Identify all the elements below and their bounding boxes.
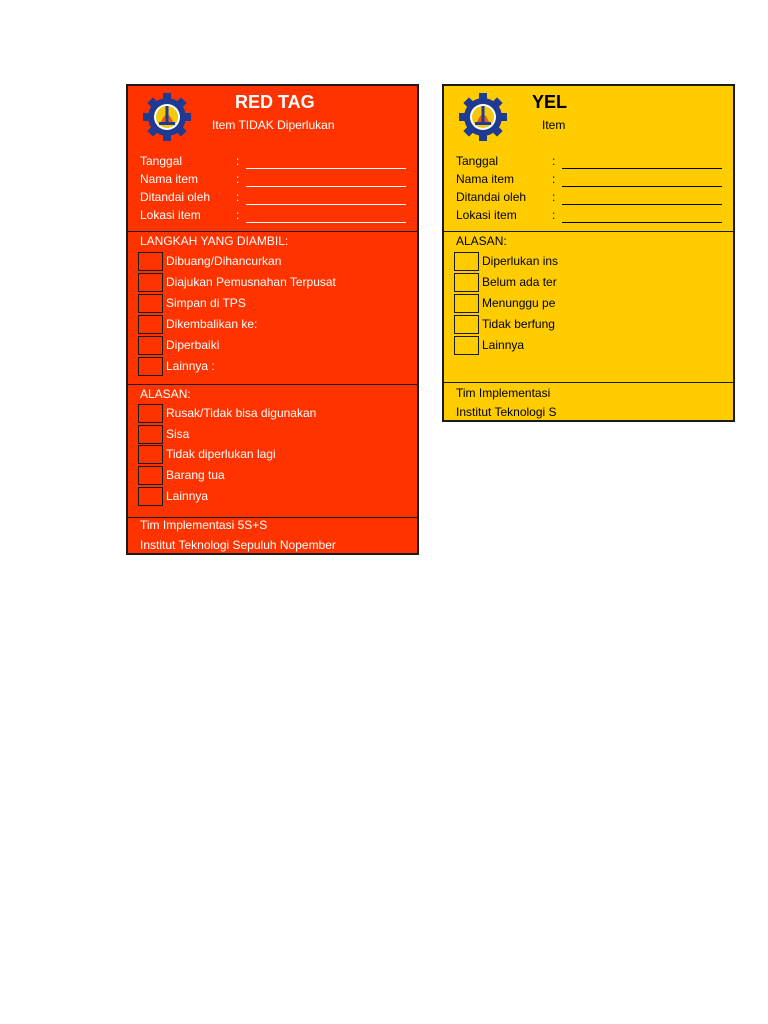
- red-tag-card: [126, 84, 419, 555]
- reason-option[interactable]: [138, 466, 408, 486]
- reason-label: Barang tua: [166, 468, 225, 482]
- field-colon: :: [236, 154, 240, 168]
- reason-option[interactable]: [138, 425, 408, 445]
- field-colon: :: [236, 172, 240, 186]
- field-row-date: [456, 154, 726, 170]
- step-label: Diajukan Pemusnahan Terpusat: [166, 275, 336, 289]
- yellow-tag-clip: [442, 84, 568, 424]
- field-row-marked-by: [456, 190, 726, 206]
- step-checkbox[interactable]: [138, 336, 163, 355]
- tag-title: YEL: [532, 92, 568, 112]
- item-name-input-line[interactable]: [246, 186, 406, 187]
- location-input-line[interactable]: [562, 222, 722, 223]
- reason-checkbox[interactable]: [454, 294, 479, 313]
- reason-checkbox[interactable]: [454, 273, 479, 292]
- reasons-title: ALASAN:: [456, 234, 507, 248]
- field-colon: :: [552, 190, 556, 204]
- field-colon: :: [552, 208, 556, 222]
- divider: [128, 384, 417, 385]
- step-checkbox[interactable]: [138, 273, 163, 292]
- footer-institution: Institut Teknologi S: [456, 405, 557, 419]
- step-checkbox[interactable]: [138, 357, 163, 376]
- reason-label: Rusak/Tidak bisa digunakan: [166, 406, 317, 420]
- reason-checkbox[interactable]: [138, 404, 163, 423]
- reason-option[interactable]: [138, 487, 408, 507]
- step-option[interactable]: [138, 315, 408, 335]
- reasons-title: ALASAN:: [140, 387, 191, 401]
- field-label: Tanggal: [140, 154, 183, 168]
- reason-option[interactable]: [454, 294, 724, 314]
- reason-label: Lainnya: [166, 489, 209, 503]
- reason-option[interactable]: [454, 336, 724, 356]
- field-row-location: [456, 208, 726, 224]
- reason-label: Menunggu pe: [482, 296, 556, 310]
- reason-option[interactable]: [454, 273, 724, 293]
- field-row-date: [140, 154, 410, 170]
- step-label: Dibuang/Dihancurkan: [166, 254, 282, 268]
- reason-checkbox[interactable]: [138, 466, 163, 485]
- reason-option[interactable]: [138, 445, 408, 465]
- field-label: Nama item: [140, 172, 199, 186]
- its-logo-icon: [142, 92, 192, 142]
- field-row-item-name: [140, 172, 410, 188]
- field-row-item-name: [456, 172, 726, 188]
- field-label: Tanggal: [456, 154, 499, 168]
- divider: [128, 231, 417, 232]
- field-colon: :: [552, 154, 556, 168]
- reason-checkbox[interactable]: [138, 425, 163, 444]
- yellow-tag-card: [442, 84, 735, 422]
- steps-title: LANGKAH YANG DIAMBIL:: [140, 234, 289, 248]
- tag-subtitle: Item TIDAK Diperlukan: [212, 118, 335, 132]
- tag-title: RED TAG: [235, 92, 315, 112]
- step-checkbox[interactable]: [138, 315, 163, 334]
- field-label: Lokasi item: [140, 208, 201, 222]
- field-colon: :: [236, 208, 240, 222]
- reason-checkbox[interactable]: [454, 336, 479, 355]
- step-option[interactable]: [138, 294, 408, 314]
- date-input-line[interactable]: [246, 168, 406, 169]
- divider: [444, 231, 733, 232]
- field-colon: :: [552, 172, 556, 186]
- field-row-location: [140, 208, 410, 224]
- reason-option[interactable]: [138, 404, 408, 424]
- tag-subtitle: Item: [542, 118, 566, 132]
- footer-institution: Institut Teknologi Sepuluh Nopember: [140, 538, 336, 552]
- marked-by-input-line[interactable]: [562, 204, 722, 205]
- field-colon: :: [236, 190, 240, 204]
- reason-checkbox[interactable]: [454, 252, 479, 271]
- divider: [444, 382, 733, 383]
- its-logo-icon: [458, 92, 508, 142]
- field-row-marked-by: [140, 190, 410, 206]
- footer-team: Tim Implementasi 5S+S: [140, 518, 268, 532]
- step-option[interactable]: [138, 273, 408, 293]
- step-checkbox[interactable]: [138, 294, 163, 313]
- reason-label: Tidak berfung: [482, 317, 555, 331]
- footer-team: Tim Implementasi: [456, 386, 551, 400]
- field-label: Lokasi item: [456, 208, 517, 222]
- step-label: Diperbaiki: [166, 338, 220, 352]
- reason-label: Tidak diperlukan lagi: [166, 447, 276, 461]
- reason-label: Belum ada ter: [482, 275, 557, 289]
- reason-checkbox[interactable]: [138, 445, 163, 464]
- step-label: Simpan di TPS: [166, 296, 246, 310]
- reason-label: Diperlukan ins: [482, 254, 559, 268]
- step-option[interactable]: [138, 336, 408, 356]
- item-name-input-line[interactable]: [562, 186, 722, 187]
- reason-option[interactable]: [454, 315, 724, 335]
- field-label: Ditandai oleh: [140, 190, 211, 204]
- reason-checkbox[interactable]: [138, 487, 163, 506]
- reason-option[interactable]: [454, 252, 724, 272]
- location-input-line[interactable]: [246, 222, 406, 223]
- step-label: Lainnya :: [166, 359, 215, 373]
- field-label: Ditandai oleh: [456, 190, 527, 204]
- reason-checkbox[interactable]: [454, 315, 479, 334]
- step-label: Dikembalikan ke:: [166, 317, 258, 331]
- reason-label: Sisa: [166, 427, 190, 441]
- step-option[interactable]: [138, 252, 408, 272]
- step-checkbox[interactable]: [138, 252, 163, 271]
- step-option[interactable]: [138, 357, 408, 377]
- marked-by-input-line[interactable]: [246, 204, 406, 205]
- date-input-line[interactable]: [562, 168, 722, 169]
- field-label: Nama item: [456, 172, 515, 186]
- reason-label: Lainnya: [482, 338, 525, 352]
